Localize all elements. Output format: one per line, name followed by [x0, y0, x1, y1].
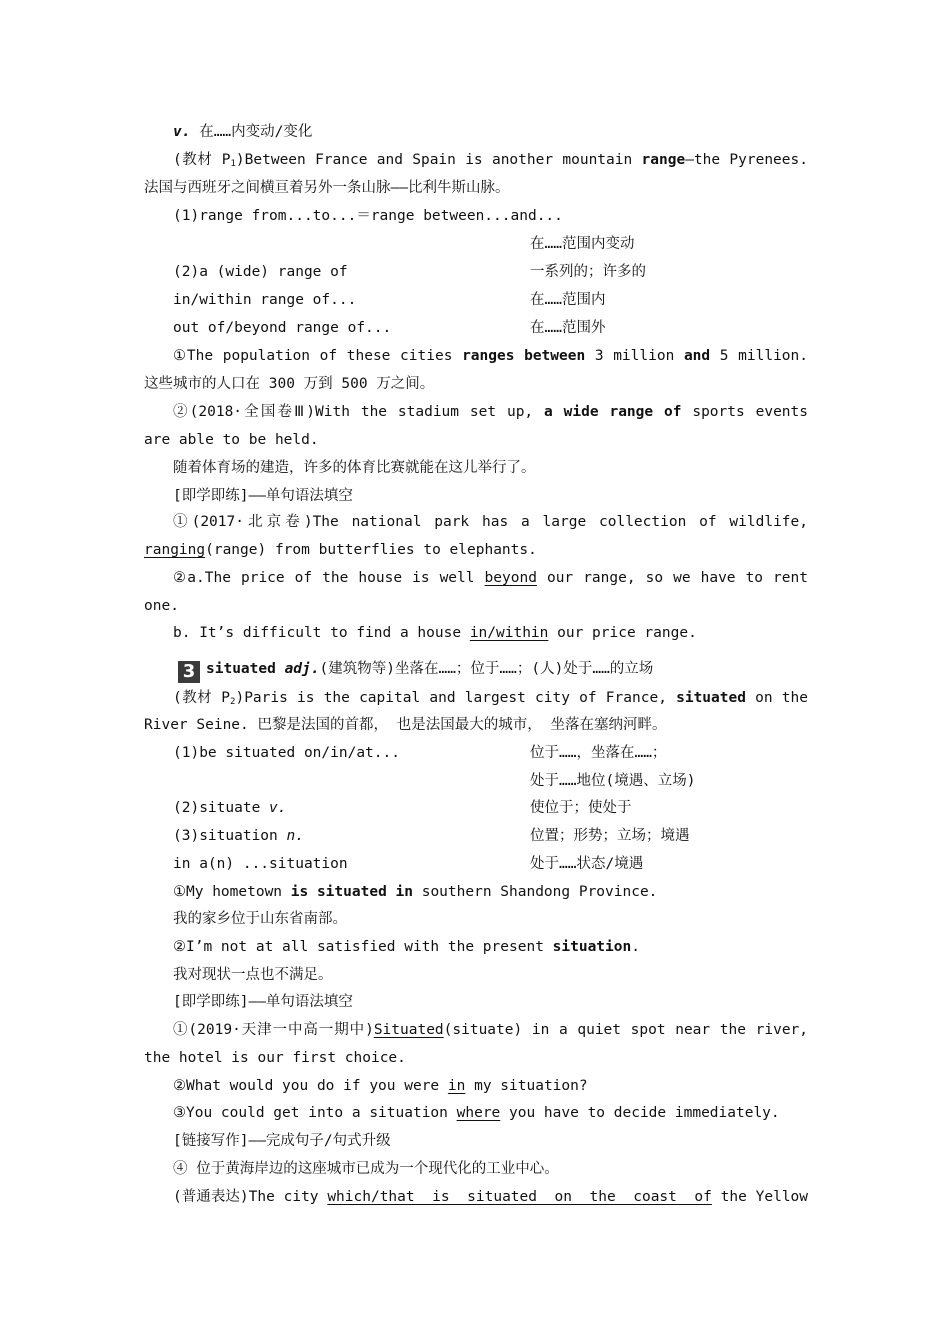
phrase-text: (2)a (wide) range of	[173, 264, 348, 280]
phrase-row	[173, 850, 808, 878]
text-span: ③You could get into a situation	[173, 1105, 457, 1121]
phrase-line: (1)range from...to...＝range between...and...	[173, 208, 563, 224]
text-span: (普通表达)The city	[173, 1189, 328, 1205]
answer-blank: ranging	[144, 542, 206, 558]
sense-text: 在……内变动/变化	[190, 124, 313, 140]
answer-blank: in/within	[469, 625, 549, 641]
pos-tag: n.	[286, 828, 304, 844]
text-span: (教材 P	[173, 152, 231, 168]
entry-sense-line	[173, 118, 808, 146]
phrase-meaning: 在……范围外	[530, 320, 606, 336]
exercise-item	[173, 564, 808, 592]
translation-line: River Seine. 巴黎是法国的首都， 也是法国最大的城市， 坐落在塞纳河畔。	[144, 717, 667, 733]
phrase-row	[173, 258, 808, 286]
text-span: ①My hometown	[173, 884, 291, 900]
exercise-heading: [即学即练]——单句语法填空	[173, 994, 353, 1010]
phrase-row	[173, 230, 808, 258]
phrase-row	[173, 286, 808, 314]
keyword: range	[641, 152, 686, 168]
phrase-text: (2)situate	[173, 800, 270, 816]
headword: situated	[206, 661, 285, 677]
text-span: 5 million.	[710, 348, 808, 364]
exercise-item-cont: the hotel is our first choice.	[144, 1050, 406, 1066]
phrase-meaning: 处于……地位(境遇、立场)	[530, 773, 696, 789]
keyword: and	[683, 348, 711, 364]
text-span: sports events	[681, 404, 808, 420]
example-sentence	[173, 933, 808, 961]
phrase-text: in a(n) ...situation	[173, 856, 348, 872]
example-sentence-cont: are able to be held.	[144, 432, 319, 448]
pos-tag: adj.	[284, 661, 320, 677]
phrase-text: (1)be situated on/in/at...	[173, 745, 400, 761]
text-span: ②a.The price of the house is well	[173, 570, 485, 586]
exercise-heading: [即学即练]——单句语法填空	[173, 488, 353, 504]
writing-prompt: ④ 位于黄海岸边的这座城市已成为一个现代化的工业中心。	[173, 1161, 559, 1177]
keyword: a wide range of	[544, 404, 682, 420]
text-span: you have to decide immediately.	[500, 1105, 780, 1121]
translation-line: 我对现状一点也不满足。	[173, 967, 333, 983]
exercise-item	[173, 1016, 808, 1044]
translation-line: 随着体育场的建造，许多的体育比赛就能在这儿举行了。	[173, 460, 536, 476]
text-span: on the	[745, 690, 808, 706]
phrase-row	[173, 822, 808, 850]
phrase-row	[173, 767, 808, 795]
text-span: the Yellow	[711, 1189, 809, 1205]
phrase-row	[173, 739, 808, 767]
exercise-item: ①(2017·北京卷)The national park has a large collection of wildlife,	[173, 514, 808, 530]
phrase-row	[173, 794, 808, 822]
text-span: ①(2019·天津一中高一期中)	[173, 1022, 374, 1038]
text-span: our price range.	[548, 625, 697, 641]
text-span: b. It’s difficult to find a house	[173, 625, 470, 641]
entry-number-badge: 3	[178, 661, 200, 683]
answer-blank: beyond	[484, 570, 537, 586]
text-span: ①The population of these cities	[173, 348, 463, 364]
translation-line: 这些城市的人口在 300 万到 500 万之间。	[144, 376, 435, 392]
phrase-meaning: 使位于；使处于	[530, 800, 632, 816]
phrase-meaning: 处于……状态/境遇	[530, 856, 644, 872]
answer-blank: in	[447, 1078, 466, 1094]
text-span: (range) from butterflies to elephants.	[205, 542, 537, 558]
entry-heading	[178, 655, 808, 683]
textbook-example-line	[173, 684, 808, 712]
phrase-meaning: 位于……，坐落在……；	[530, 745, 667, 761]
keyword: ranges between	[462, 348, 586, 364]
subscript: 2	[230, 697, 236, 707]
keyword: situated	[676, 690, 746, 706]
text-span: ②I’m not at all satisfied with the present	[173, 939, 553, 955]
writing-answer	[173, 1183, 808, 1211]
phrase-text: out of/beyond range of...	[173, 320, 392, 336]
text-span: )Paris is the capital and largest city of France,	[235, 690, 677, 706]
textbook-example-line	[173, 146, 808, 174]
text-span: my situation?	[465, 1078, 588, 1094]
phrase-meaning: 位置；形势；立场；境遇	[530, 828, 690, 844]
text-span: —the Pyrenees.	[685, 152, 808, 168]
text-span: )Between France and Spain is another mountain	[235, 152, 642, 168]
exercise-item	[173, 1099, 808, 1127]
text-span: 3 million	[585, 348, 684, 364]
phrase-text: (3)situation	[173, 828, 287, 844]
answer-blank: where	[456, 1105, 501, 1121]
text-span: (situate) in a quiet spot near the river,	[443, 1022, 809, 1038]
keyword: is situated in	[290, 884, 413, 900]
text-span: ②What would you do if you were	[173, 1078, 448, 1094]
text-span: our range, so we have to rent	[536, 570, 808, 586]
text-span: .	[631, 939, 640, 955]
answer-blank: which/that is situated on the coast of	[327, 1189, 712, 1205]
phrase-text: in/within range of...	[173, 292, 357, 308]
exercise-item	[173, 1072, 808, 1100]
exercise-item	[173, 619, 808, 647]
text-span: southern Shandong Province.	[412, 884, 658, 900]
phrase-meaning: 在……范围内	[530, 292, 606, 308]
text-span: ②(2018·全国卷Ⅲ)With the stadium set up,	[173, 404, 545, 420]
translation-line: 法国与西班牙之间横亘着另外一条山脉——比利牛斯山脉。	[144, 180, 510, 196]
keyword: situation	[552, 939, 632, 955]
exercise-item-cont: one.	[144, 598, 179, 614]
example-sentence	[173, 342, 808, 370]
subscript: 1	[230, 159, 236, 169]
phrase-row	[173, 314, 808, 342]
phrase-meaning: 一系列的；许多的	[530, 264, 646, 280]
example-sentence	[173, 878, 808, 906]
writing-heading: [链接写作]——完成句子/句式升级	[173, 1133, 391, 1149]
answer-blank: Situated	[373, 1022, 444, 1038]
exercise-item-cont	[144, 536, 808, 564]
sense-text: (建筑物等)坐落在……；位于……；(人)处于……的立场	[319, 661, 654, 677]
example-sentence	[173, 398, 808, 426]
phrase-meaning: 在……范围内变动	[530, 236, 635, 252]
pos-tag: v.	[173, 124, 191, 140]
translation-line: 我的家乡位于山东省南部。	[173, 911, 347, 927]
text-span: (教材 P	[173, 690, 231, 706]
pos-tag: v.	[269, 800, 287, 816]
